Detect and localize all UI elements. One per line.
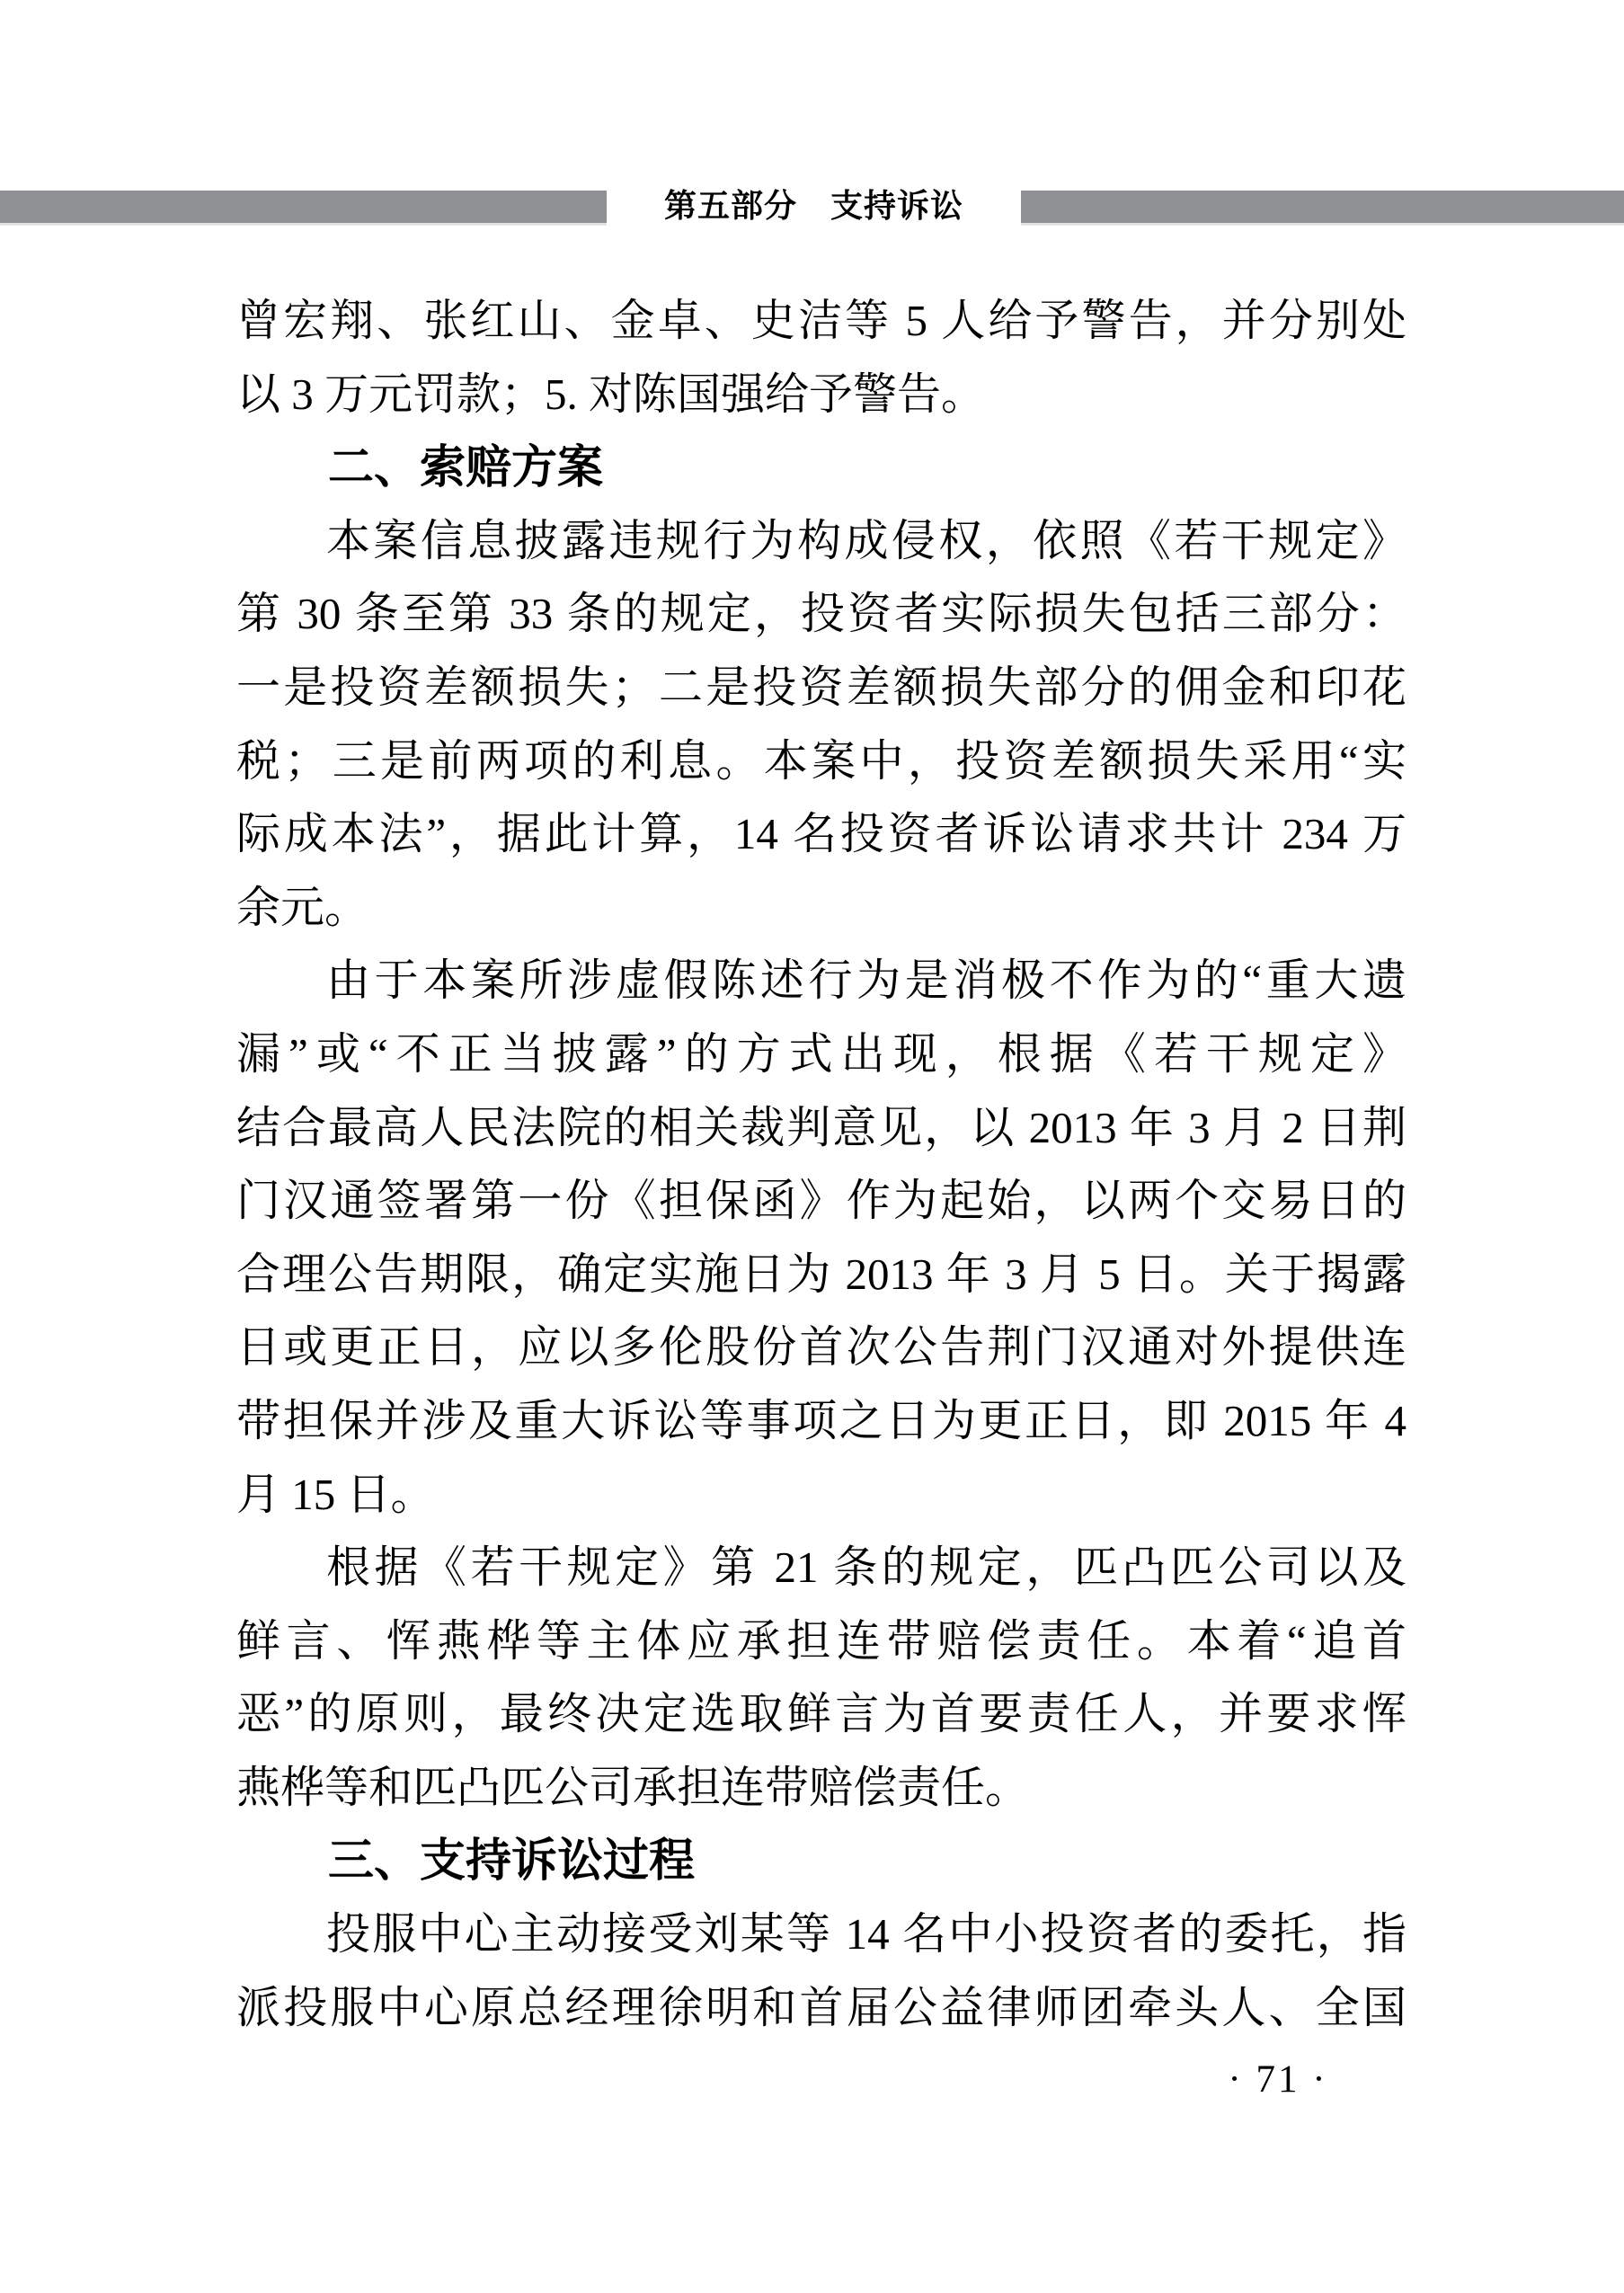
text-line: 根据《若干规定》第 21 条的规定，匹凸匹公司以及 xyxy=(326,1542,1407,1593)
section-heading: 二、索赔方案 xyxy=(328,441,604,493)
text-line: 鲜言、恽燕桦等主体应承担连带赔偿责任。本着“追首 xyxy=(236,1615,1407,1666)
running-header-title: 第五部分 支持诉讼 xyxy=(663,187,963,224)
text-line: 结合最高人民法院的相关裁判意见，以 2013 年 3 月 2 日荆 xyxy=(236,1102,1407,1152)
text-column xyxy=(236,284,1407,2044)
text-line: 恶”的原则，最终决定选取鲜言为首要责任人，并要求恽 xyxy=(236,1689,1407,1739)
text-line: 税；三是前两项的利息。本案中，投资差额损失采用“实 xyxy=(236,735,1407,786)
section-heading: 三、支持诉讼过程 xyxy=(328,1835,696,1887)
text-line: 日或更正日，应以多伦股份首次公告荆门汉通对外提供连 xyxy=(236,1322,1407,1373)
text-line: 燕桦等和匹凸匹公司承担连带赔偿责任。 xyxy=(236,1762,1030,1812)
text-line: 第 30 条至第 33 条的规定，投资者实际损失包括三部分： xyxy=(236,589,1407,639)
page-number: · 71 · xyxy=(1228,2058,1328,2101)
text-line: 合理公告期限，确定实施日为 2013 年 3 月 5 日。关于揭露 xyxy=(236,1249,1407,1299)
header-rule-left xyxy=(0,191,607,223)
text-line: 派投服中心原总经理徐明和首届公益律师团牵头人、全国 xyxy=(236,1982,1407,2032)
text-line: 余元。 xyxy=(236,882,369,932)
text-line: 投服中心主动接受刘某等 14 名中小投资者的委托，指 xyxy=(326,1909,1407,1960)
text-line: 本案信息披露违规行为构成侵权，依照《若干规定》 xyxy=(326,515,1407,565)
text-line: 际成本法”，据此计算，14 名投资者诉讼请求共计 234 万 xyxy=(236,809,1407,859)
text-line: 一是投资差额损失；二是投资差额损失部分的佣金和印花 xyxy=(236,662,1407,712)
text-line: 以 3 万元罚款；5. 对陈国强给予警告。 xyxy=(236,369,986,419)
text-line: 带担保并涉及重大诉讼等事项之日为更正日，即 2015 年 4 xyxy=(236,1395,1407,1445)
text-line: 漏”或“不正当披露”的方式出现，根据《若干规定》 xyxy=(236,1028,1407,1079)
header-rule-right xyxy=(1021,191,1624,223)
text-line: 曾宏翔、张红山、金卓、史洁等 5 人给予警告，并分别处 xyxy=(236,296,1407,345)
text-line: 门汉通签署第一份《担保函》作为起始，以两个交易日的 xyxy=(236,1176,1407,1226)
text-line: 由于本案所涉虚假陈述行为是消极不作为的“重大遗 xyxy=(326,955,1407,1006)
text-line: 月 15 日。 xyxy=(236,1469,435,1519)
